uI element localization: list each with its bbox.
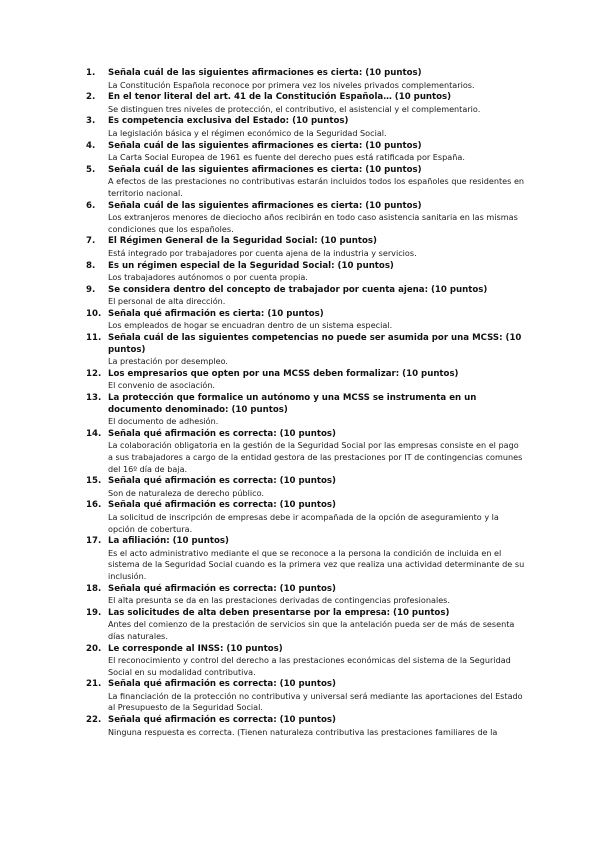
answer-text: La solicitud de inscripción de empresas debe ir acompañada de la opción de aseguramiento y la opción de cobertura. [108,511,499,534]
answer-text: Son de naturaleza de derecho público. [108,487,264,498]
question-item [86,285,526,308]
question-item [86,165,526,200]
question-text: El Régimen General de la Seguridad Social: (10 puntos) [108,236,377,247]
question-text: La afiliación: (10 puntos) [108,536,229,547]
question-number: 19. [86,607,102,618]
answer-text: El alta presunta se da en las prestaciones derivadas de contingencias profesionales. [108,595,450,606]
answer-text: Ninguna respuesta es correcta. (Tienen naturaleza contributiva las prestaciones familiares de la [108,726,498,737]
answer-text: La financiación de la protección no contributiva y universal será mediante las aportaciones del Estado al Presupuesto de la Seguridad Social. [108,690,523,713]
question-item [86,679,526,714]
question-number: 3. [86,116,96,127]
question-number: 6. [86,200,96,211]
question-number: 10. [86,308,102,319]
question-item [86,68,526,91]
answer-text: Los empleados de hogar se encuadran dentro de un sistema especial. [108,320,393,331]
question-item [86,429,526,475]
question-text: Señala qué afirmación es correcta: (10 puntos) [108,679,336,690]
question-item [86,608,526,643]
question-item [86,644,526,679]
answer-text: Los extranjeros menores de dieciocho años recibirán en todo caso asistencia sanitaria en las mismas condiciones que los españoles. [108,212,518,234]
question-text: Señala qué afirmación es correcta: (10 puntos) [108,500,336,511]
answer-text: El reconocimiento y control del derecho a las prestaciones económicas del sistema de la Seguridad Social en su modalidad contributiva. [108,655,511,677]
question-number: 1. [86,68,96,78]
question-number: 20. [86,643,102,654]
question-number: 21. [86,679,102,690]
question-text: Señala cuál de las siguientes competencias no puede ser asumida por una MCSS: (10 puntos) [108,333,522,355]
answer-text: El personal de alta dirección. [108,296,226,307]
question-number: 12. [86,368,102,379]
question-item [86,500,526,535]
question-text: Se considera dentro del concepto de trabajador por cuenta ajena: (10 puntos) [108,284,488,295]
question-item [86,715,526,738]
question-item [86,141,526,164]
question-text: Señala qué afirmación es correcta: (10 puntos) [108,428,336,439]
question-number: 4. [86,140,96,151]
answer-text: La colaboración obligatoria en la gestión de la Seguridad Social por las empresas consiste en el pago a sus trabajadores a cargo de la entidad gestora de las prestaciones por IT de contingencias comunes del 16º día de baja. [108,440,523,474]
question-number: 16. [86,500,102,511]
answer-text: La legislación básica y el régimen económico de la Seguridad Social. [108,127,387,138]
question-number: 5. [86,164,96,175]
question-text: Señala qué afirmación es correcta: (10 puntos) [108,476,336,487]
question-number: 17. [86,536,102,547]
question-text: Señala qué afirmación es correcta: (10 puntos) [108,715,336,726]
question-text: Señala cuál de las siguientes afirmaciones es cierta: (10 puntos) [108,200,422,211]
answer-text: La Carta Social Europea de 1961 es fuente del derecho pues está ratificada por España. [108,152,465,163]
question-item [86,369,526,392]
question-item [86,236,526,259]
question-text: Es competencia exclusiva del Estado: (10 puntos) [108,116,349,127]
question-number: 15. [86,476,102,487]
answer-text: Se distinguen tres niveles de protección, el contributivo, el asistencial y el complementario. [108,103,481,114]
question-item [86,584,526,607]
question-number: 22. [86,715,102,726]
question-number: 11. [86,333,102,344]
question-item [86,309,526,332]
answer-text: Está integrado por trabajadores por cuenta ajena de la industria y servicios. [108,247,417,258]
question-item [86,261,526,284]
question-text: Señala cuál de las siguientes afirmaciones es cierta: (10 puntos) [108,68,422,78]
question-item [86,92,526,115]
answer-text: A efectos de las prestaciones no contributivas estarán incluidos todos los españoles que residentes en territorio nacional. [108,176,525,198]
question-text: La protección que formalice un autónomo y una MCSS se instrumenta en un documento denominado: (10 puntos) [108,393,477,415]
question-item [86,116,526,139]
question-number: 9. [86,284,96,295]
question-text: Las solicitudes de alta deben presentarse por la empresa: (10 puntos) [108,607,450,618]
question-number: 8. [86,260,96,271]
question-number: 13. [86,393,102,404]
answer-text: Los trabajadores autónomos o por cuenta propia. [108,272,308,283]
answer-text: El documento de adhesión. [108,416,219,427]
answer-text: El convenio de asociación. [108,380,215,391]
question-item [86,333,526,368]
question-text: Señala cuál de las siguientes afirmaciones es cierta: (10 puntos) [108,164,422,175]
question-text: Es un régimen especial de la Seguridad Social: (10 puntos) [108,260,394,271]
question-text: Señala cuál de las siguientes afirmaciones es cierta: (10 puntos) [108,140,422,151]
question-item [86,393,526,428]
question-number: 2. [86,92,96,103]
question-item [86,476,526,499]
question-number: 14. [86,428,102,439]
answer-text: La prestación por desempleo. [108,356,228,367]
question-text: En el tenor literal del art. 41 de la Constitución Española… (10 puntos) [108,92,452,103]
answer-text: Es el acto administrativo mediante el que se reconoce a la persona la condición de incluida en el sistema de la Seguridad Social cuando es la primera vez que realiza una actividad determinante de su inclusión. [108,547,525,581]
answer-text: La Constitución Española reconoce por primera vez los niveles privados complementarios. [108,79,475,90]
question-number: 18. [86,583,102,594]
question-item [86,201,526,236]
question-number: 7. [86,236,96,247]
question-text: Señala qué afirmación es cierta: (10 puntos) [108,308,324,319]
answer-text: Antes del comienzo de la prestación de servicios sin que la antelación pueda ser de más de sesenta días naturales. [108,619,515,641]
question-text: Señala qué afirmación es correcta: (10 puntos) [108,583,336,594]
question-text: Los empresarios que opten por una MCSS deben formalizar: (10 puntos) [108,368,459,379]
question-item [86,536,526,582]
question-text: Le corresponde al INSS: (10 puntos) [108,643,283,654]
question-list [86,68,526,739]
